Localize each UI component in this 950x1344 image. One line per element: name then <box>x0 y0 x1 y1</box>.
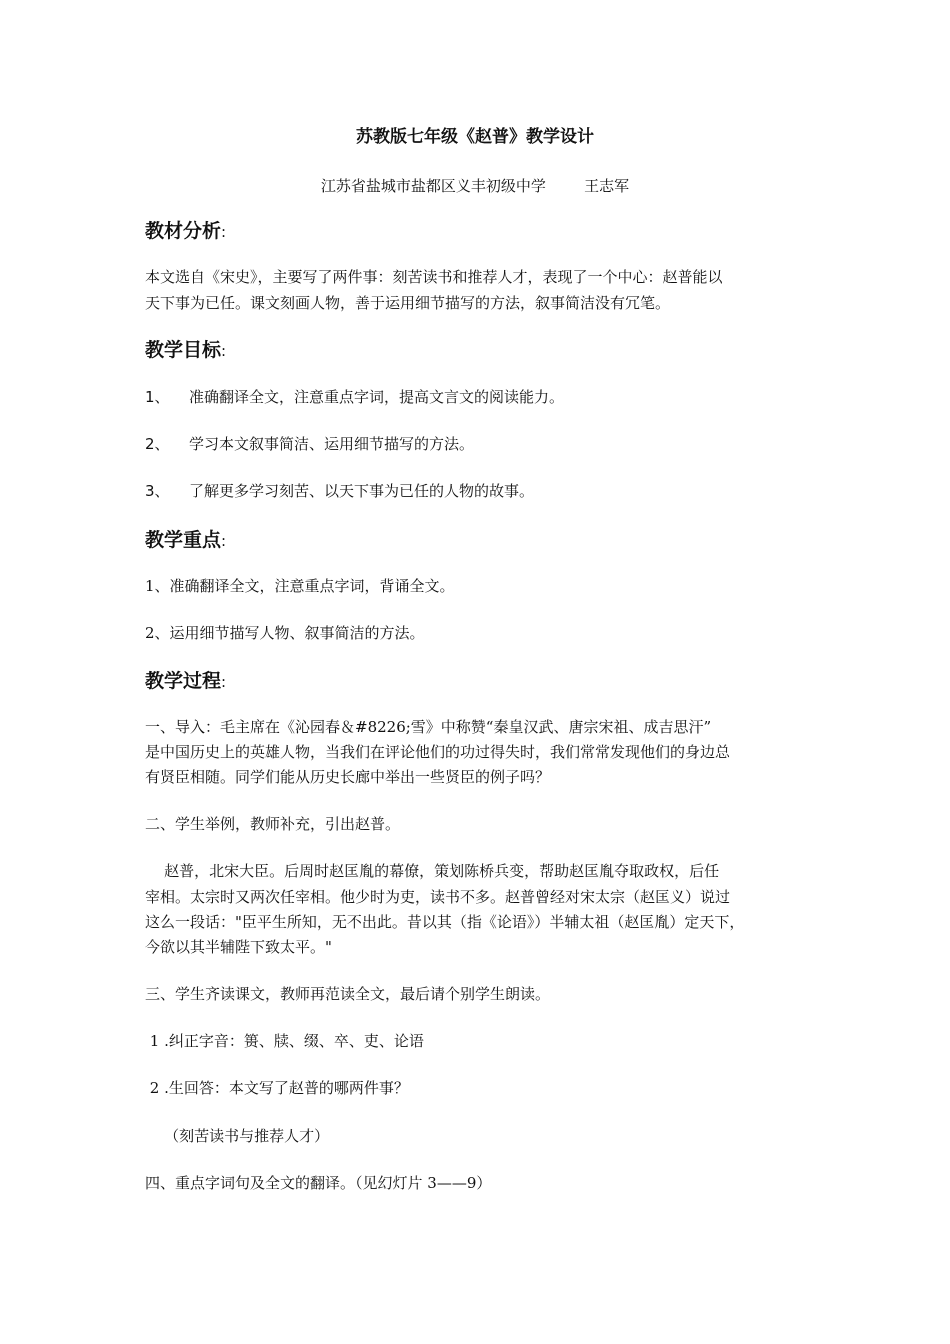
heading-colon: : <box>221 223 227 241</box>
paragraph-line: 这么一段话："臣平生所知，无不出此。昔以其（指《论语》）半辅太祖（赵匡胤）定天下， <box>145 913 745 931</box>
paragraph-line: 今欲以其半辅陛下致太平。" <box>145 938 332 956</box>
section-heading-analysis <box>145 218 226 245</box>
keypoint-item: 1、准确翻译全文，注意重点字词，背诵全文。 <box>145 577 455 595</box>
paragraph-line: 有贤臣相随。同学们能从历史长廊中举出一些贤臣的例子吗？ <box>145 768 551 786</box>
heading-text: 教学过程 <box>145 670 222 692</box>
goal-text: 了解更多学习刻苦、以天下事为已任的人物的故事。 <box>189 482 535 500</box>
process-step: 四、重点字词句及全文的翻译。（见幻灯片 3——9） <box>145 1174 492 1192</box>
paragraph-line: 天下事为已任。课文刻画人物，善于运用细节描写的方法，叙事简洁没有冗笔。 <box>145 294 671 312</box>
process-answer: （刻苦读书与推荐人才） <box>145 1127 330 1145</box>
paragraph-line: 本文选自《宋史》，主要写了两件事：刻苦读书和推荐人才，表现了一个中心：赵普能以 <box>145 268 723 286</box>
heading-text: 教学目标 <box>145 339 222 361</box>
keypoint-item: 2、运用细节描写人物、叙事简洁的方法。 <box>145 624 425 642</box>
heading-colon: : <box>221 342 227 360</box>
goal-number: 3、 <box>145 482 170 500</box>
document-author-line: 江苏省盐城市盐都区义丰初级中学 王志军 <box>320 177 630 195</box>
process-substep: 1 .纠正字音：篑、牍、缀、卒、吏、论语 <box>145 1032 424 1050</box>
heading-colon: : <box>221 673 227 691</box>
process-substep: 2 .生回答：本文写了赵普的哪两件事？ <box>145 1079 409 1097</box>
heading-text: 教材分析 <box>145 220 222 242</box>
goal-number: 2、 <box>145 435 170 453</box>
goal-item <box>145 480 534 502</box>
paragraph-line: 赵普，北宋大臣。后周时赵匡胤的幕僚，策划陈桥兵变，帮助赵匡胤夺取政权，后任 <box>145 862 720 880</box>
paragraph-line: 是中国历史上的英雄人物，当我们在评论他们的功过得失时，我们常常发现他们的身边总 <box>145 743 731 761</box>
section-heading-goals <box>145 337 226 364</box>
paragraph-line: 一、导入：毛主席在《沁园春＆#8226;雪》中称赞“秦皇汉武、唐宗宋祖、成吉思汗” <box>145 718 712 736</box>
goal-text: 学习本文叙事简洁、运用细节描写的方法。 <box>189 435 475 453</box>
heading-text: 教学重点 <box>145 529 222 551</box>
paragraph-line: 宰相。太宗时又两次任宰相。他少时为吏，读书不多。赵普曾经对宋太宗（赵匡义）说过 <box>145 888 731 906</box>
goal-item <box>145 433 474 455</box>
section-heading-process <box>145 668 226 695</box>
heading-colon: : <box>221 532 227 550</box>
goal-text: 准确翻译全文，注意重点字词，提高文言文的阅读能力。 <box>189 388 565 406</box>
process-step: 三、学生齐读课文，教师再范读全文，最后请个别学生朗读。 <box>145 985 551 1003</box>
section-heading-keypoints <box>145 527 226 554</box>
process-step: 二、学生举例，教师补充，引出赵普。 <box>145 815 401 833</box>
goal-item <box>145 386 564 408</box>
goal-number: 1、 <box>145 388 170 406</box>
document-title: 苏教版七年级《赵普》教学设计 <box>356 127 594 147</box>
